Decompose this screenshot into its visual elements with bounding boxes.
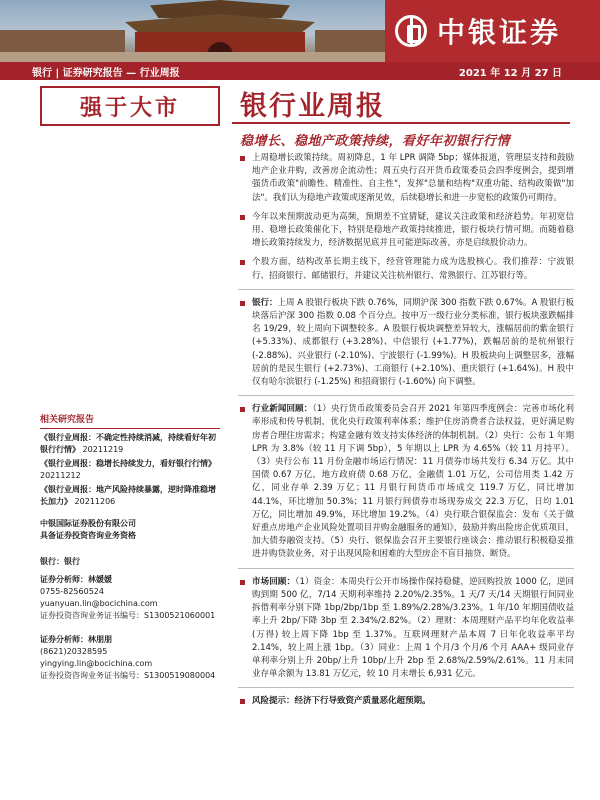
analyst-2-phone: (8621)20328595 (40, 647, 108, 656)
analyst-2-email[interactable]: yingying.lin@bocichina.com (40, 659, 153, 668)
title-divider (232, 122, 570, 124)
analyst-2-name: 证券分析师：林朋朋 (40, 635, 112, 644)
section-divider (238, 395, 574, 396)
section-divider (238, 568, 574, 569)
analyst-1-name: 证券分析师：林媛媛 (40, 575, 112, 584)
report-date: 2021 年 12 月 27 日 (458, 67, 562, 79)
company-license: 具备证券投资咨询业务资格 (40, 531, 136, 540)
summary-paragraph: 今年以来预期波动更为高频，预期差不宜猜疑，建议关注政策和经济趋势。年初宽信用、稳增长政策催化下，特别是稳地产政策持续推进，银行板块行情可期。而随着稳增长政策持续发力，经济数据见底并且可能逆际改善，亦是启续股价动力。 (238, 211, 574, 251)
banner-roof (125, 14, 315, 34)
risk-paragraph: 风险提示：经济下行导致资产质量恶化超预期。 (238, 695, 574, 708)
banner-building-left (0, 30, 125, 54)
analyst-1-cert: 证券投资咨询业务证书编号：S1300521060001 (40, 611, 216, 620)
related-report-item[interactable]: 《银行业周报：稳增长持续发力，看好银行行情》 20211212 (40, 459, 216, 480)
summary-paragraph: 个股方面，结构改革长期主线下，经营管理能力成为选股核心。我们推荐：宁波银行、招商银行、邮储银行，并建议关注杭州银行、常熟银行、江苏银行等。 (238, 256, 574, 282)
company-info (40, 518, 220, 542)
rating-badge: 强于大市 (40, 86, 220, 126)
bullet-icon (240, 699, 245, 704)
boc-logo-icon (395, 15, 427, 47)
sector-label: 银行：银行 (40, 557, 80, 566)
bullet-icon (240, 580, 245, 585)
market-review-paragraph: 市场回顾：（1）资金：本周央行公开市场操作保持稳健，逆回购投放 1000 亿，逆回购到期 500 亿，7/14 天期利率维持 2.20%/2.35%。1 天/7 天/14 天期银行间同业拆借利率分别下降 1bp/2bp/1bp 至 1.89%/2.28%/3.23%。1 年/10 年期国债收益率上升 2bp/下降 3bp 至 2.34%/2.82%。（2）理财：本周理财产品平均年化收益率 (万得) 较上周下降 1bp 至 1.37%。互联网理财产品本周 7 日年化收益率平均 2.14%，较上周上涨 1bp。（3）同业：上周 1 个月/3 个月/6 个月 AAA+ 级同业存单利率分别上升 20bp/上升 10bp/上升 2bp 至 2.68%/2.59%/2.61%。11 月末同业存单余额为 13.81 万亿元，较 10 月末增长 6,931 亿元。 (238, 576, 574, 682)
analyst-2-cert: 证券投资咨询业务证书编号：S1300519080004 (40, 671, 216, 680)
section-divider (238, 687, 574, 688)
related-reports-list (40, 432, 220, 510)
bullet-icon (240, 407, 245, 412)
banner-building-right (315, 30, 395, 54)
analyst-1-contact (40, 586, 220, 622)
header-banner (0, 0, 600, 62)
analyst-1-phone: 0755-82560524 (40, 587, 104, 596)
bullet-icon (240, 301, 245, 306)
report-title: 银行业周报 (240, 91, 385, 122)
industry-news-paragraph: 行业新闻回顾：（1）央行货币政策委员会召开 2021 年第四季度例会：完善市场化利率形成和传导机制，优化央行政策利率体系；维护住房消费者合法权益，更好满足购房者合理住房需求；构建金融有效支持实体经济的体制机制。（2）央行：公布 1 年期 LPR 为 3.8%（较 11 月下调 5bp），5 年期以上 LPR 为 4.65%（较 11 月持平）。（3）央行公布 11 月份金融市场运行情况：11 月债券市场共发行 6.34 万亿。其中国债 0.67 万亿，地方政府债 0.68 万亿，金融债 1.01 万亿，公司信用类 1.42 万亿，同业存单 2.39 万亿；11 月银行间货币市场成交 119.7 万亿，同比增加 44.1%，环比增加 50.3%；11 月银行间债券市场现券成交 22.3 万亿，日均 1.01 万亿，同比增加 49.9%，环比增加 19.2%。（4）央行联合银保监会：发布《关于做好重点房地产企业风险处置项目并购金融服务的通知》，鼓励并购出险房企优质项目，加大债券融资支持。（5）央行、银保监会召开主要银行座谈会：推动银行积极稳妥推进并购贷款业务，对于出现风险和困难的大型房企不盲目抽贷、断贷。 (238, 403, 574, 561)
related-reports-heading: 相关研究报告 (40, 414, 220, 429)
brand-logo (385, 0, 600, 62)
related-report-item[interactable]: 《银行业周报：地产风险持续暴露，逆时降准稳增长加力》 20211206 (40, 485, 216, 506)
summary-paragraph: 上周稳增长政策持续。周初降息，1 年 LPR 调降 5bp；媒体报道，管理层支持和鼓励地产企业并购，改善房企流动性；周五央行召开货币政策委员会四季度例会，提到增强货币政策"前瞻性、精准性、自主性"，发挥"总量和结构"双重功能、结构政策做"加法"。我们认为稳地产政策或逐渐见效，后续稳增长和进一步宽松的政策仍可期待。 (238, 152, 574, 205)
bullet-icon (240, 260, 245, 265)
section-divider (238, 289, 574, 290)
company-name: 中银国际证券股份有限公司 (40, 519, 136, 528)
analyst-2-contact (40, 646, 220, 682)
bullet-icon (240, 156, 245, 161)
report-subtitle: 稳增长、稳地产政策持续，看好年初银行行情 (240, 134, 511, 149)
bullet-icon (240, 215, 245, 220)
brand-name: 中银证券 (437, 16, 562, 49)
report-category-bar (0, 62, 600, 80)
market-paragraph: 银行：上周 A 股银行板块下跌 0.76%，同期沪深 300 指数下跌 0.67%。A 股银行板块落后沪深 300 指数 0.08 个百分点。按申万一级行业分类标准，银行板块涨跌幅排名 19/29，较上周向下调整较多。A 股银行板块调整差异较大，涨幅居前的紫金银行 (+5.33%)、成都银行 (+3.28%)、中信银行 (+1.77%)，跌幅居前的是杭州银行 (-2.88%)、兴业银行 (-2.10%)、宁波银行 (-1.99%)。H 股板块向上调整居多，涨幅居前的是民生银行 (+2.73%)、工商银行 (+2.10%)、重庆银行 (+1.64%)。H 股中仅有哈尔滨银行 (-1.25%) 和招商银行 (-1.60%) 向下调整。 (238, 297, 574, 389)
report-body (238, 152, 574, 715)
analyst-1-email[interactable]: yuanyuan.lin@bocichina.com (40, 599, 158, 608)
report-category: 银行 | 证券研究报告 — 行业周报 (32, 67, 180, 79)
related-report-item[interactable]: 《银行业周报：不确定性持续消减，持续看好年初银行行情》 20211219 (40, 433, 216, 454)
